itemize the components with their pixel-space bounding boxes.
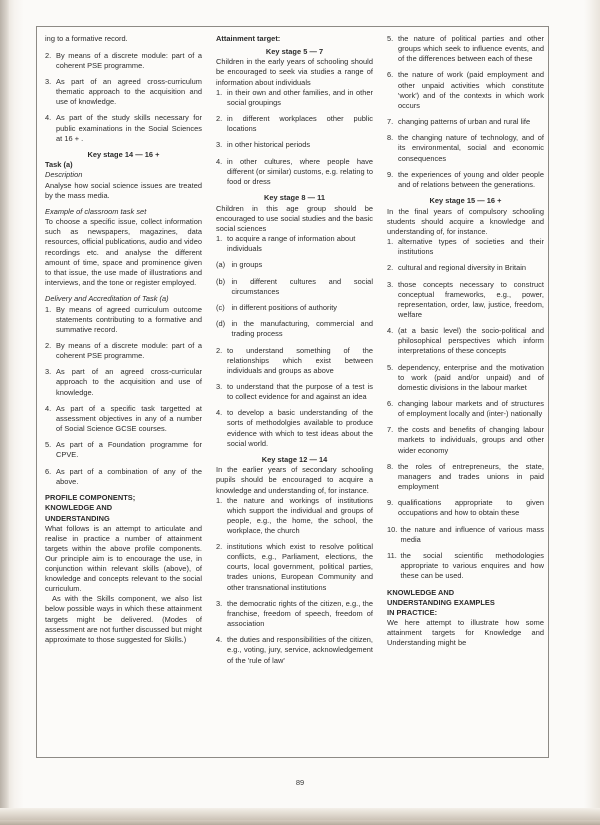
- list-item-text: the nature and influence of various mass media: [400, 524, 544, 544]
- key-stage-heading: Key stage 14 — 16 +: [87, 150, 160, 160]
- key-stage-heading: Key stage 5 — 7: [265, 47, 324, 57]
- list-item-text: the democratic rights of the citizen, e.g., the franchise, freedom of speech, freedom of association: [227, 598, 373, 629]
- section-heading: [45, 493, 202, 523]
- numbered-list-item: [387, 363, 544, 393]
- numbered-list-item: [45, 404, 202, 434]
- key-stage-heading: Key stage 15 — 16 +: [429, 196, 502, 206]
- list-item-marker: 1.: [216, 233, 223, 243]
- list-item-marker: 1.: [45, 304, 52, 314]
- subheading: Attainment target:: [216, 34, 281, 43]
- numbered-list-item: [45, 440, 202, 460]
- page-bottom-edge-dark: [0, 820, 600, 825]
- key-stage-heading: Key stage 8 — 11: [264, 193, 325, 203]
- list-item-text: dependency, enterprise and the motivation to work (paid and/or unpaid) and of domestic divisions in the labour market: [398, 362, 544, 392]
- list-item-text: the changing nature of technology, and of its environmental, social and economic consequences: [398, 133, 544, 163]
- numbered-list-item: [387, 525, 544, 545]
- numbered-list-item: [387, 280, 544, 320]
- key-stage-heading: Key stage 12 — 14: [261, 455, 328, 465]
- page-right-edge: [584, 0, 600, 812]
- list-item-text: As part of a combination of any of the above.: [56, 466, 202, 486]
- list-item-marker: 2.: [45, 50, 52, 60]
- list-item-text: the social scientific methodologies appropriate to various enquires and how these can be used.: [400, 551, 544, 581]
- numbered-list-item: [387, 263, 544, 273]
- numbered-list-item: [387, 133, 544, 163]
- numbered-list-item: [216, 157, 373, 187]
- list-item-text: changing labour markets and of structures of employment locally and (inter-) nationally: [398, 399, 544, 419]
- numbered-list-item: [45, 305, 202, 335]
- list-item-marker: 7.: [387, 117, 394, 127]
- list-item-text: cultural and regional diversity in Britain: [398, 263, 527, 273]
- numbered-list-item: [216, 496, 373, 536]
- body-paragraph: We here attempt to illustrate how some attainment targets for Knowledge and Understanding might be: [387, 618, 544, 648]
- numbered-list-item: [216, 114, 373, 134]
- numbered-list-item: [387, 237, 544, 257]
- list-item-marker: 5.: [45, 440, 52, 450]
- numbered-list-item: [216, 408, 373, 448]
- list-item-marker: 4.: [216, 635, 223, 645]
- list-item-text: the nature and workings of institutions which support the individual and groups of people, e.g., the home, the school, the workplace, the church: [227, 495, 373, 535]
- numbered-list-item: [216, 303, 373, 313]
- list-item-marker: 11.: [387, 551, 397, 561]
- numbered-list-item: [387, 170, 544, 190]
- list-item-text: changing patterns of urban and rural life: [398, 117, 531, 127]
- list-item-text: qualifications appropriate to given occupations and how to obtain these: [398, 498, 544, 518]
- section-heading-line: PROFILE COMPONENTS;: [45, 493, 136, 503]
- body-paragraph: Children in the early years of schooling should be encouraged to seek via studies a range of information about individuals: [216, 57, 373, 87]
- section-heading-line: IN PRACTICE:: [387, 608, 438, 618]
- list-item-text: As part of a Foundation programme for CPVE.: [56, 440, 202, 460]
- list-item-marker: 3.: [387, 279, 394, 289]
- text-columns: [45, 34, 545, 750]
- list-item-marker: 2.: [216, 114, 223, 124]
- section-heading-line: KNOWLEDGE AND: [387, 587, 455, 597]
- numbered-list-item: [216, 88, 373, 108]
- numbered-list-item: [216, 277, 373, 297]
- list-item-marker: 3.: [216, 382, 223, 391]
- numbered-list-item: [387, 462, 544, 492]
- list-item-marker: 10.: [387, 524, 398, 534]
- list-item-marker: 2.: [387, 263, 394, 273]
- list-item-marker: 1.: [387, 236, 394, 246]
- list-item-marker: 6.: [387, 399, 394, 408]
- numbered-list-item: [387, 498, 544, 518]
- numbered-list-item: [45, 367, 202, 397]
- list-item-text: in different positions of authority: [231, 302, 338, 312]
- column-3: [387, 34, 544, 750]
- body-paragraph: What follows is an attempt to articulate and realise in practice a number of attainment targets within the above profile components. Our principle aim is to encourage the use, in conjunction within relevant skills (above), of knowledge and concepts relevant to the social curriculum.: [45, 523, 202, 594]
- numbered-list-item: [387, 551, 544, 581]
- column-1: [45, 34, 202, 750]
- numbered-list-item: [387, 399, 544, 419]
- list-item-text: institutions which exist to resolve political conflicts, e.g., Parliament, elections, the courts, local government, political parties, trades unions, European Community and other transnational institutions: [227, 542, 373, 592]
- list-item-marker: 1.: [216, 495, 223, 505]
- numbered-list-item: [387, 326, 544, 356]
- list-item-marker: 5.: [387, 362, 394, 372]
- body-paragraph: ing to a formative record.: [45, 34, 128, 43]
- list-item-text: As part of a specific task targetted at assessment objectives in any of a number of Social Science GCSE courses.: [56, 403, 202, 434]
- italic-subheading: Description: [45, 170, 83, 180]
- italic-subheading: Delivery and Accreditation of Task (a): [45, 294, 169, 304]
- list-item-text: By means of agreed curriculum outcome statements contributing to a formative and summative record.: [56, 304, 202, 334]
- list-item-text: in their own and other families, and in other social groupings: [227, 87, 373, 107]
- list-item-text: By means of a discrete module: part of a coherent PSE programme.: [56, 341, 202, 361]
- numbered-list-item: [216, 382, 373, 402]
- numbered-list-item: [45, 113, 202, 143]
- numbered-list-item: [216, 635, 373, 665]
- list-item-marker: 4.: [216, 156, 223, 166]
- list-item-marker: 2.: [45, 341, 52, 350]
- book-spine-edge: [0, 0, 9, 825]
- list-item-text: to understand something of the relationships which exist between individuals and groups as above: [227, 345, 373, 375]
- list-item-marker: 6.: [45, 466, 52, 476]
- numbered-list-item: [216, 234, 373, 254]
- numbered-list-item: [387, 117, 544, 127]
- list-item-marker: 4.: [216, 408, 223, 418]
- numbered-list-item: [387, 34, 544, 64]
- list-item-text: those concepts necessary to construct conceptual frameworks, e.g., power, representation, order, law, justice, freedom, welfare: [398, 279, 544, 319]
- numbered-list-item: [45, 467, 202, 487]
- list-item-text: As part of an agreed cross-curriculum thematic approach to the acquisition and use of knowledge.: [56, 76, 202, 107]
- list-item-text: in other cultures, where people have different (or similar) customs, e.g. relating to food or dress: [227, 156, 373, 186]
- list-item-marker: (a): [216, 260, 226, 270]
- numbered-list-item: [216, 542, 373, 592]
- column-2: [216, 34, 373, 750]
- list-item-marker: 9.: [387, 169, 394, 179]
- list-item-text: the roles of entrepreneurs, the state, managers and trades unions in paid employment: [398, 461, 544, 492]
- numbered-list-item: [45, 51, 202, 71]
- list-item-text: in the manufacturing, commercial and trading process: [231, 319, 373, 339]
- list-item-text: to develop a basic understanding of the sorts of methodolgies available to produce evidence with which to test ideas about the social world.: [227, 408, 373, 448]
- list-item-marker: 5.: [387, 34, 394, 43]
- list-item-marker: 7.: [387, 425, 394, 435]
- list-item-text: (at a basic level) the socio-political and philosophical perspectives which inform interpretations of these concepts: [398, 326, 544, 356]
- list-item-marker: 2.: [216, 345, 223, 355]
- list-item-marker: 4.: [45, 403, 52, 413]
- list-item-marker: 1.: [216, 87, 223, 97]
- numbered-list-item: [216, 346, 373, 376]
- list-item-marker: 3.: [216, 598, 223, 608]
- italic-subheading: Example of classroom task set: [45, 207, 147, 217]
- list-item-marker: (b): [216, 276, 226, 286]
- list-item-text: As part of an agreed cross-curricular approach to the acquisition and use of knowledge.: [56, 367, 202, 397]
- list-item-marker: 8.: [387, 133, 394, 143]
- list-item-text: in different workplaces other public locations: [227, 114, 373, 134]
- list-item-text: in other historical periods: [227, 140, 311, 150]
- body-paragraph: Analyse how social science issues are treated by the mass media.: [45, 180, 202, 200]
- list-item-marker: 6.: [387, 70, 394, 80]
- list-item-text: By means of a discrete module: part of a coherent PSE programme.: [56, 50, 202, 70]
- numbered-list-item: [387, 425, 544, 455]
- list-item-marker: (c): [216, 302, 225, 312]
- subheading: Task (a): [45, 160, 73, 170]
- numbered-list-item: [387, 70, 544, 110]
- body-paragraph: As with the Skills component, we also list below possible ways in which these attainment targets might be delivered. (Modes of assessment are not further discussed but might approximate to those suggested for Skills.): [45, 594, 202, 644]
- numbered-list-item: [216, 319, 373, 339]
- list-item-text: the duties and responsibilities of the citizen, e.g., voting, jury, service, acknowledgement of the 'rule of law': [227, 635, 373, 665]
- page-number: 89: [295, 778, 305, 787]
- list-item-marker: (d): [216, 319, 226, 329]
- body-paragraph: Children in this age group should be encouraged to use social studies and the basic social sciences: [216, 203, 373, 233]
- list-item-marker: 4.: [387, 326, 394, 336]
- list-item-marker: 3.: [216, 140, 223, 150]
- list-item-marker: 4.: [45, 113, 52, 123]
- body-paragraph: To choose a specific issue, collect information such as newspapers, magazines, data resources, official publications, audio and video recordings etc. and analyse the different amount of time, space and prominence given to that issue, the use made of illustrations and interviews, and the tone or register employed.: [45, 217, 202, 287]
- list-item-text: in groups: [231, 260, 263, 270]
- list-item-text: the experiences of young and older people and of relations between the generations.: [398, 169, 544, 189]
- list-item-text: the nature of political parties and other groups which seek to influence events, and of the differences between each of these: [398, 34, 544, 64]
- body-paragraph: In the final years of compulsory schooling students should acquire a knowledge and understanding of, for instance.: [387, 206, 544, 236]
- section-heading: [387, 588, 544, 618]
- list-item-text: As part of the study skills necessary for public examinations in the Social Sciences at 16 + .: [56, 113, 202, 143]
- numbered-list-item: [216, 599, 373, 629]
- list-item-text: to acquire a range of information about individuals: [227, 233, 356, 253]
- list-item-text: alternative types of societies and their institutions: [398, 236, 544, 256]
- list-item-marker: 8.: [387, 461, 394, 471]
- section-heading-line: KNOWLEDGE AND: [45, 503, 113, 513]
- section-heading-line: UNDERSTANDING: [45, 513, 110, 523]
- numbered-list-item: [45, 341, 202, 361]
- list-item-text: to understand that the purpose of a test is to collect evidence for and against an idea: [227, 382, 373, 402]
- list-item-marker: 3.: [45, 367, 52, 377]
- list-item-marker: 9.: [387, 498, 394, 508]
- list-item-text: the costs and benefits of changing labour markets to individuals, groups and other wider economy: [398, 425, 544, 455]
- numbered-list-item: [216, 140, 373, 150]
- section-heading-line: UNDERSTANDING EXAMPLES: [387, 597, 495, 607]
- list-item-text: in different cultures and social circumstances: [231, 276, 373, 296]
- numbered-list-item: [216, 260, 373, 270]
- list-item-marker: 2.: [216, 542, 223, 552]
- list-item-marker: 3.: [45, 76, 52, 86]
- list-item-text: the nature of work (paid employment and other unpaid activities which constitute 'work') and of the contexts in which work occurs: [398, 70, 544, 110]
- numbered-list-item: [45, 77, 202, 107]
- body-paragraph: In the earlier years of secondary schooling pupils should be encouraged to acquire a knowledge and understanding of, for instance.: [216, 465, 373, 495]
